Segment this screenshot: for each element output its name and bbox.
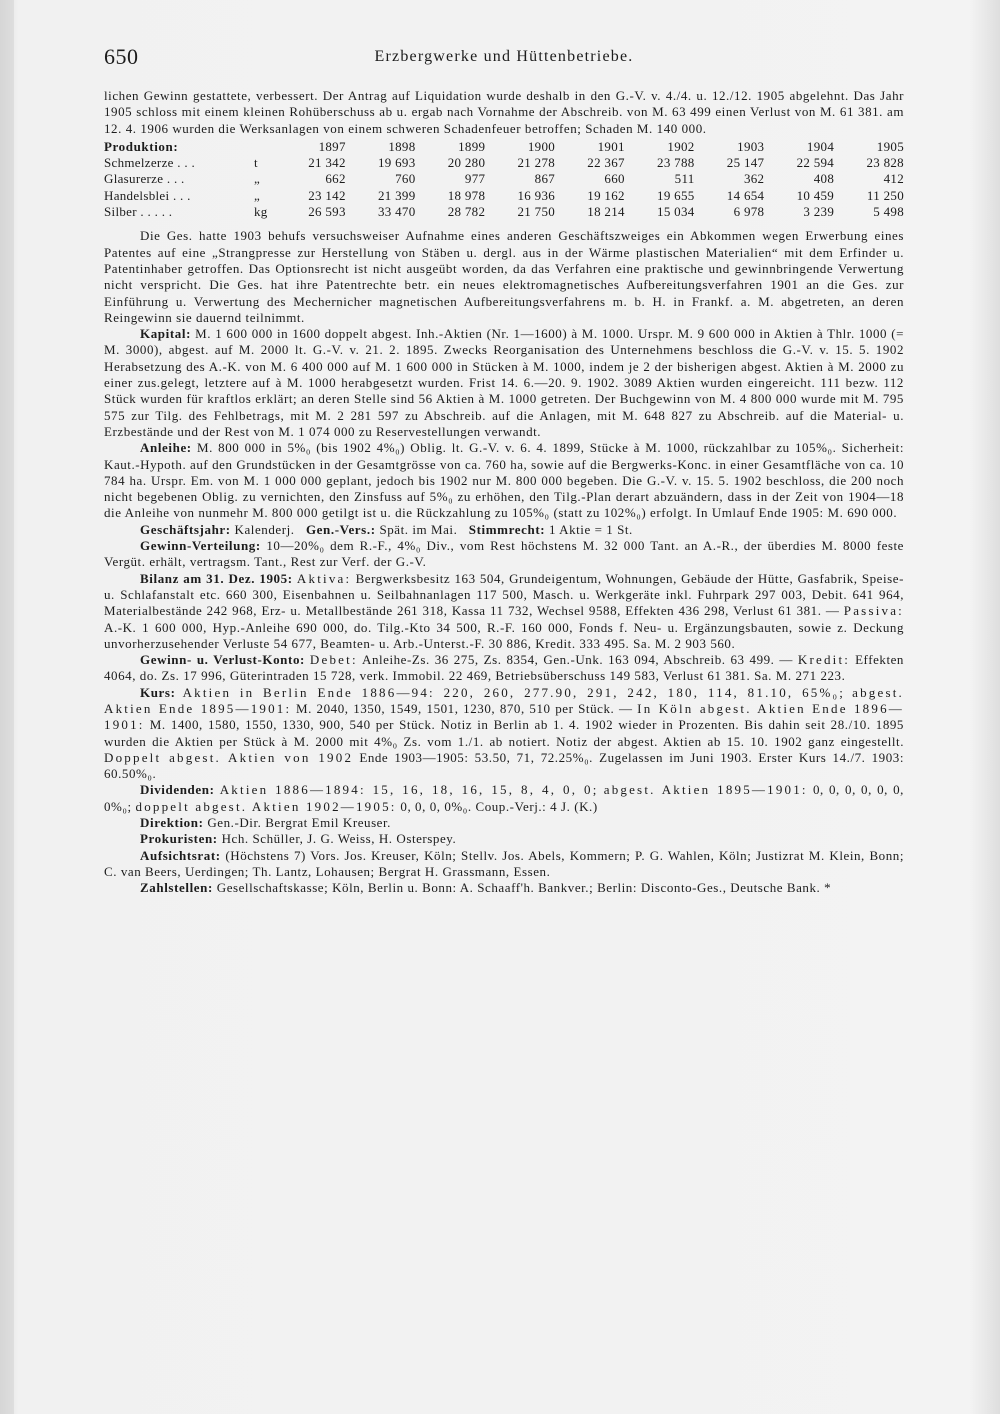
production-cell: 22 367 [587, 155, 625, 171]
guv-section [104, 652, 904, 685]
production-cell: 18 978 [447, 187, 486, 203]
production-row-unit: „ [254, 171, 261, 187]
production-row [104, 171, 904, 187]
production-row-name: Silber . . . . . [104, 204, 173, 220]
production-year-header: 1902 [667, 138, 695, 154]
gen-vers-label: Gen.-Vers.: [305, 521, 376, 537]
dividenden-label: Dividenden: [140, 782, 215, 798]
gewinnverteilung-section [104, 538, 904, 571]
production-year-header: 1897 [318, 138, 346, 154]
production-cell: 977 [464, 171, 486, 187]
production-row-unit: t [254, 155, 258, 171]
gen-vers-text: Spät. im Mai. [379, 521, 458, 537]
zahlstellen-section [104, 880, 904, 896]
geschaeftsjahr-text: Kalenderj. [234, 521, 295, 537]
passiva-label: Passiva: [843, 603, 904, 619]
dividenden-text-4: doppelt abgest. Aktien 1902—1905: [135, 798, 397, 814]
production-year-header: 1898 [388, 138, 416, 154]
production-row-unit: „ [254, 187, 261, 203]
kapital-label: Kapital: [140, 326, 192, 342]
kapital-text: M. 1 600 000 in 1600 doppelt abgest. Inh.-Aktien (Nr. 1—1600) à M. 1000. Urspr. M. 9 600 000 in Aktien à Thlr. 1000 (= M. 3000), abgest. auf M. 2000 lt. G.-V. v. 21. 2. 1895. Zwecks Reorganisation des Unternehmens beschloss die G.-V. v. 15. 5. 1902 Herabsetzung des A.-K. von M. 6 400 000 auf M. 1 600 000 in Stücken à M. 1000, indem je 2 der bisherigen abgest. Aktien à M. 2000 zu einer zus.gelegt, letztere auf à M. 1000 herabgesetzt wurden. Frist 14. 6.—20. 9. 1902. 3089 Aktien wurden eingereicht. 111 bezw. 112 Stück wurden für kraftlos erklärt; an deren Stelle sind 56 Aktien à M. 1000 getreten. Der Buchgewinn von M. 4 800 000 wurde mit M. 795 575 zur Tilg. des Fehlbetrags, mit M. 2 281 597 zu Abschreib. auf die Anlagen, mit M. 648 827 zu Abschreib. auf die Material- u. Erzbestände und der Rest von M. 1 074 000 zu Reservestellungen verwandt. [104, 326, 904, 439]
zahlstellen-label: Zahlstellen: [140, 880, 213, 896]
dividenden-section [104, 782, 904, 815]
kurs-text-7: Ende 1903—1905: 53.50, 71, 72.25%₀. Zugelassen im Juni 1903. Erster Kurs 14./7. 1903: 60.50%₀. [104, 749, 904, 782]
bilanz-section [104, 571, 904, 652]
geschaeftsjahr-label: Geschäftsjahr: [140, 521, 231, 537]
geschaeftsjahr-section [104, 522, 904, 538]
production-cell: 412 [883, 171, 904, 187]
production-cell: 20 280 [447, 155, 486, 171]
production-row-name: Schmelzerze . . . [104, 155, 196, 171]
page-content [104, 88, 904, 897]
production-cell: 15 034 [657, 204, 695, 220]
production-cell: 18 214 [587, 204, 625, 220]
production-cell: 14 654 [726, 187, 765, 203]
production-cell: 25 147 [726, 155, 765, 171]
production-cell: 23 142 [308, 187, 346, 203]
dividenden-text-2: abgest. Aktien 1895—1901: [603, 782, 808, 798]
bilanz-label: Bilanz am 31. Dez. 1905: [140, 570, 293, 586]
production-header-row [104, 139, 904, 155]
kurs-text-4: In Köln abgest. Aktien Ende 1896—1901: [104, 700, 904, 733]
anleihe-label: Anleihe: [140, 440, 192, 456]
guv-label: Gewinn- u. Verlust-Konto: [140, 652, 305, 668]
production-cell: 19 655 [657, 187, 695, 203]
production-cell: 662 [325, 171, 346, 187]
production-year-header: 1901 [597, 138, 625, 154]
aufsichtsrat-label: Aufsichtsrat: [140, 847, 221, 863]
production-year-header: 1900 [527, 138, 556, 154]
page-header [104, 44, 904, 74]
binding-shadow [0, 0, 14, 1414]
production-year-header: 1903 [737, 138, 765, 154]
production-cell: 19 693 [377, 155, 416, 171]
production-row [104, 188, 904, 204]
aktiva-label: Aktiva: [296, 570, 352, 586]
production-cell: 28 782 [447, 204, 486, 220]
production-cell: 10 459 [796, 187, 835, 203]
prokuristen-section [104, 831, 904, 847]
direktion-label: Direktion: [140, 815, 204, 831]
production-cell: 21 750 [517, 204, 556, 220]
production-row [104, 204, 904, 220]
production-cell: 16 936 [517, 187, 556, 203]
passiva-text: A.-K. 1 600 000, Hyp.-Anleihe 690 000, do. Tilg.-Kto 34 500, R.-F. 160 000, Fonds f. Neu- u. Ergänzungsbauten, sowie z. Deckung unvorherzusehender Verluste 54 677, Beamten- u. Arb.-Unterst.-F. 30 886, Kredit. 333 495. Sa. M. 2 903 560. [104, 619, 904, 651]
production-cell: 21 278 [517, 155, 556, 171]
production-row [104, 155, 904, 171]
zahlstellen-text: Gesellschaftskasse; Köln, Berlin u. Bonn: A. Schaaff'h. Bankver.; Berlin: Disconto-Ges., Deutsche Bank. * [216, 880, 832, 896]
direktion-text: Gen.-Dir. Bergrat Emil Kreuser. [207, 815, 391, 831]
production-row-name: Handelsblei . . . [104, 187, 191, 203]
prokuristen-label: Prokuristen: [140, 831, 218, 847]
production-cell: 867 [534, 171, 556, 187]
production-cell: 3 239 [803, 204, 835, 220]
production-cell: 760 [395, 171, 416, 187]
production-cell: 11 250 [866, 187, 904, 203]
production-cell: 362 [743, 171, 765, 187]
dividenden-text-5: 0, 0, 0, 0%₀. Coup.-Verj.: 4 J. (K.) [400, 798, 598, 814]
intro-paragraph: lichen Gewinn gestattete, verbessert. Der Antrag auf Liquidation wurde deshalb in den G.-V. v. 4./4. u. 12./12. 1905 abgelehnt. Das Jahr 1905 schloss mit einem kleinen Rohüberschuss ab u. ergab nach Vornahme der Abschreib. von M. 63 499 einen Verlust von M. 61 381. am 12. 4. 1906 wurden die Werksanlagen von einem schweren Schadenfeuer betroffen; Schaden M. 140 000. [104, 88, 904, 136]
production-cell: 5 498 [873, 204, 904, 220]
kurs-text-5: M. 1400, 1580, 1550, 1330, 900, 540 per Stück. Notiz in Berlin ab 1. 4. 1902 wieder in Prozenten. Bis dahin seit 28./10. 1895 wurden die Aktien per Stück à M. 2000 mit 4%₀ Zs. vom 1./1. ab notiert. Notiz der abgest. Aktien ab 15. 10. 1902 ganz eingestellt. [104, 717, 904, 749]
anleihe-text: M. 800 000 in 5%₀ (bis 1902 4%₀) Oblig. lt. G.-V. v. 6. 4. 1899, Stücke à M. 1000, rückzahlbar zu 105%₀. Sicherheit: Kaut.-Hypoth. auf den Grundstücken in der Gesamtgrösse von ca. 760 ha, sowie auf die Bergwerks-Konc. in einer Gesamtfläche von ca. 10 784 ha. Urspr. Em. von M. 1 000 000 geplant, jedoch bis 1902 nur M. 800 000 begeben. Die G.-V. v. 15. 5. 1902 beschloss, die 200 noch nicht begebenen Oblig. zu vernichten, den Zinsfuss auf 5%₀ zu erhöhen, den Tilg.-Plan derart abzuändern, dass in der Zeit von 1904—18 die Anleihe von nunmehr M. 800 000 getilgt ist u. die Rückzahlung zu 105%₀ (statt zu 102%₀) erfolgt. In Umlauf Ende 1905: M. 690 000. [104, 440, 904, 521]
production-cell: 23 788 [657, 155, 695, 171]
production-cell: 6 978 [733, 204, 765, 220]
production-cell: 660 [604, 171, 625, 187]
production-table [104, 139, 904, 220]
kurs-section [104, 685, 904, 783]
aufsichtsrat-section [104, 848, 904, 881]
gewinnverteilung-text: 10—20%₀ dem R.-F., 4%₀ Div., vom Rest höchstens M. 32 000 Tant. an A.-R., der überdies M. 8000 feste Vergüt. erhält, vertragsm. Tant., Rest zur Verf. der G.-V. [104, 538, 904, 570]
patent-paragraph: Die Ges. hatte 1903 behufs versuchsweiser Aufnahme eines anderen Geschäftszweiges ein Abkommen wegen Erwerbung eines Patentes auf eine „Strangpresse zur Herstellung von Stäben u. dergl. aus in der Wärme plastischen Materialien“ mit dem Erfinder u. Patentinhaber getroffen. Das Optionsrecht ist nicht ausgeübt worden, da das Verfahren eine praktische und gewinnbringende Verwertung nicht verspricht. Die Ges. hat ihre Patentrechte betr. ein neues elektromagnetisches Aufbereitungsverfahren 1901 an die Ges. zur Einführung u. Verwertung des Mechernicher magnetischen Aufbereitungsverfahrens m. b. H. in Frankf. a. M. abgetreten, an deren Reingewinn sie dauernd teilnimmt. [104, 228, 904, 325]
kurs-text-2: abgest. Aktien Ende 1895—1901: [104, 684, 904, 716]
debet-label: Debet: [309, 652, 358, 668]
production-cell: 33 470 [377, 204, 416, 220]
production-row-name: Glasurerze . . . [104, 171, 185, 187]
production-cell: 23 828 [866, 155, 904, 171]
kurs-label: Kurs: [140, 684, 176, 700]
kredit-label: Kredit: [797, 652, 851, 668]
debet-text: Anleihe-Zs. 36 275, Zs. 8354, Gen.-Unk. 163 094, Abschreib. 63 499. — [362, 652, 793, 668]
aufsichtsrat-text: (Höchstens 7) Vors. Jos. Kreuser, Köln; Stellv. Jos. Abels, Kommern; P. G. Wahlen, Köln; Justizrat M. Klein, Bonn; C. van Beers, Uerdingen; Th. Lantz, Lohausen; Bergrat H. Grassmann, Essen. [104, 847, 904, 879]
kapital-section [104, 326, 904, 440]
production-cell: 408 [813, 171, 835, 187]
anleihe-section [104, 440, 904, 521]
production-cell: 26 593 [308, 204, 346, 220]
production-row-unit: kg [254, 204, 268, 220]
production-body [104, 155, 904, 220]
prokuristen-text: Hch. Schüller, J. G. Weiss, H. Osterspey. [221, 831, 457, 847]
stimmrecht-text: 1 Aktie = 1 St. [549, 521, 633, 537]
production-label: Produktion: [104, 138, 179, 154]
stimmrecht-label: Stimmrecht: [468, 521, 546, 537]
kurs-text-3: M. 2040, 1350, 1549, 1501, 1230, 870, 510 per Stück. — [295, 700, 633, 716]
kurs-text-6: Doppelt abgest. Aktien von 1902 [104, 749, 354, 765]
kredit-text: Effekten 4064, do. Zs. 17 996, Güterintraden 15 728, verk. Immobil. 22 469, Betriebsüberschuss 149 583, Verlust 61 381. Sa. M. 271 223. [104, 652, 904, 684]
production-year-header: 1904 [806, 138, 835, 154]
production-cell: 21 342 [308, 155, 346, 171]
dividenden-text-1: Aktien 1886—1894: 15, 16, 18, 16, 15, 8, 4, 0, 0; [219, 782, 599, 798]
dividenden-text-3: 0, 0, 0, 0, 0, 0, 0%₀; [104, 782, 904, 814]
running-title: Erzbergwerke und Hüttenbetriebe. [374, 48, 634, 65]
production-cell: 19 162 [587, 187, 625, 203]
production-year-header: 1905 [876, 138, 904, 154]
aktiva-text: Bergwerksbesitz 163 504, Grundeigentum, Wohnungen, Gebäude der Hütte, Gasfabrik, Speise- u. Schlafanstalt etc. 660 300, Eisenbahnen u. Seilbahnanlagen 117 500, Masch. u. Werkgeräte inkl. Fuhrpark 297 003, Debit. 641 964, Materialbestände 242 968, Erz- u. Metallbestände 261 318, Kassa 11 732, Wechsel 9588, Effekten 436 298, Verlust 61 381. — [104, 570, 904, 619]
production-cell: 21 399 [377, 187, 416, 203]
page-number: 650 [104, 44, 139, 69]
production-year-header: 1899 [458, 138, 486, 154]
direktion-section [104, 815, 904, 831]
gewinnverteilung-label: Gewinn-Verteilung: [140, 538, 261, 554]
production-cell: 22 594 [796, 155, 835, 171]
production-cell: 511 [674, 171, 695, 187]
kurs-text-1: Aktien in Berlin Ende 1886—94: 220, 260, 277.90, 291, 242, 180, 114, 81.10, 65%₀; [182, 684, 846, 700]
